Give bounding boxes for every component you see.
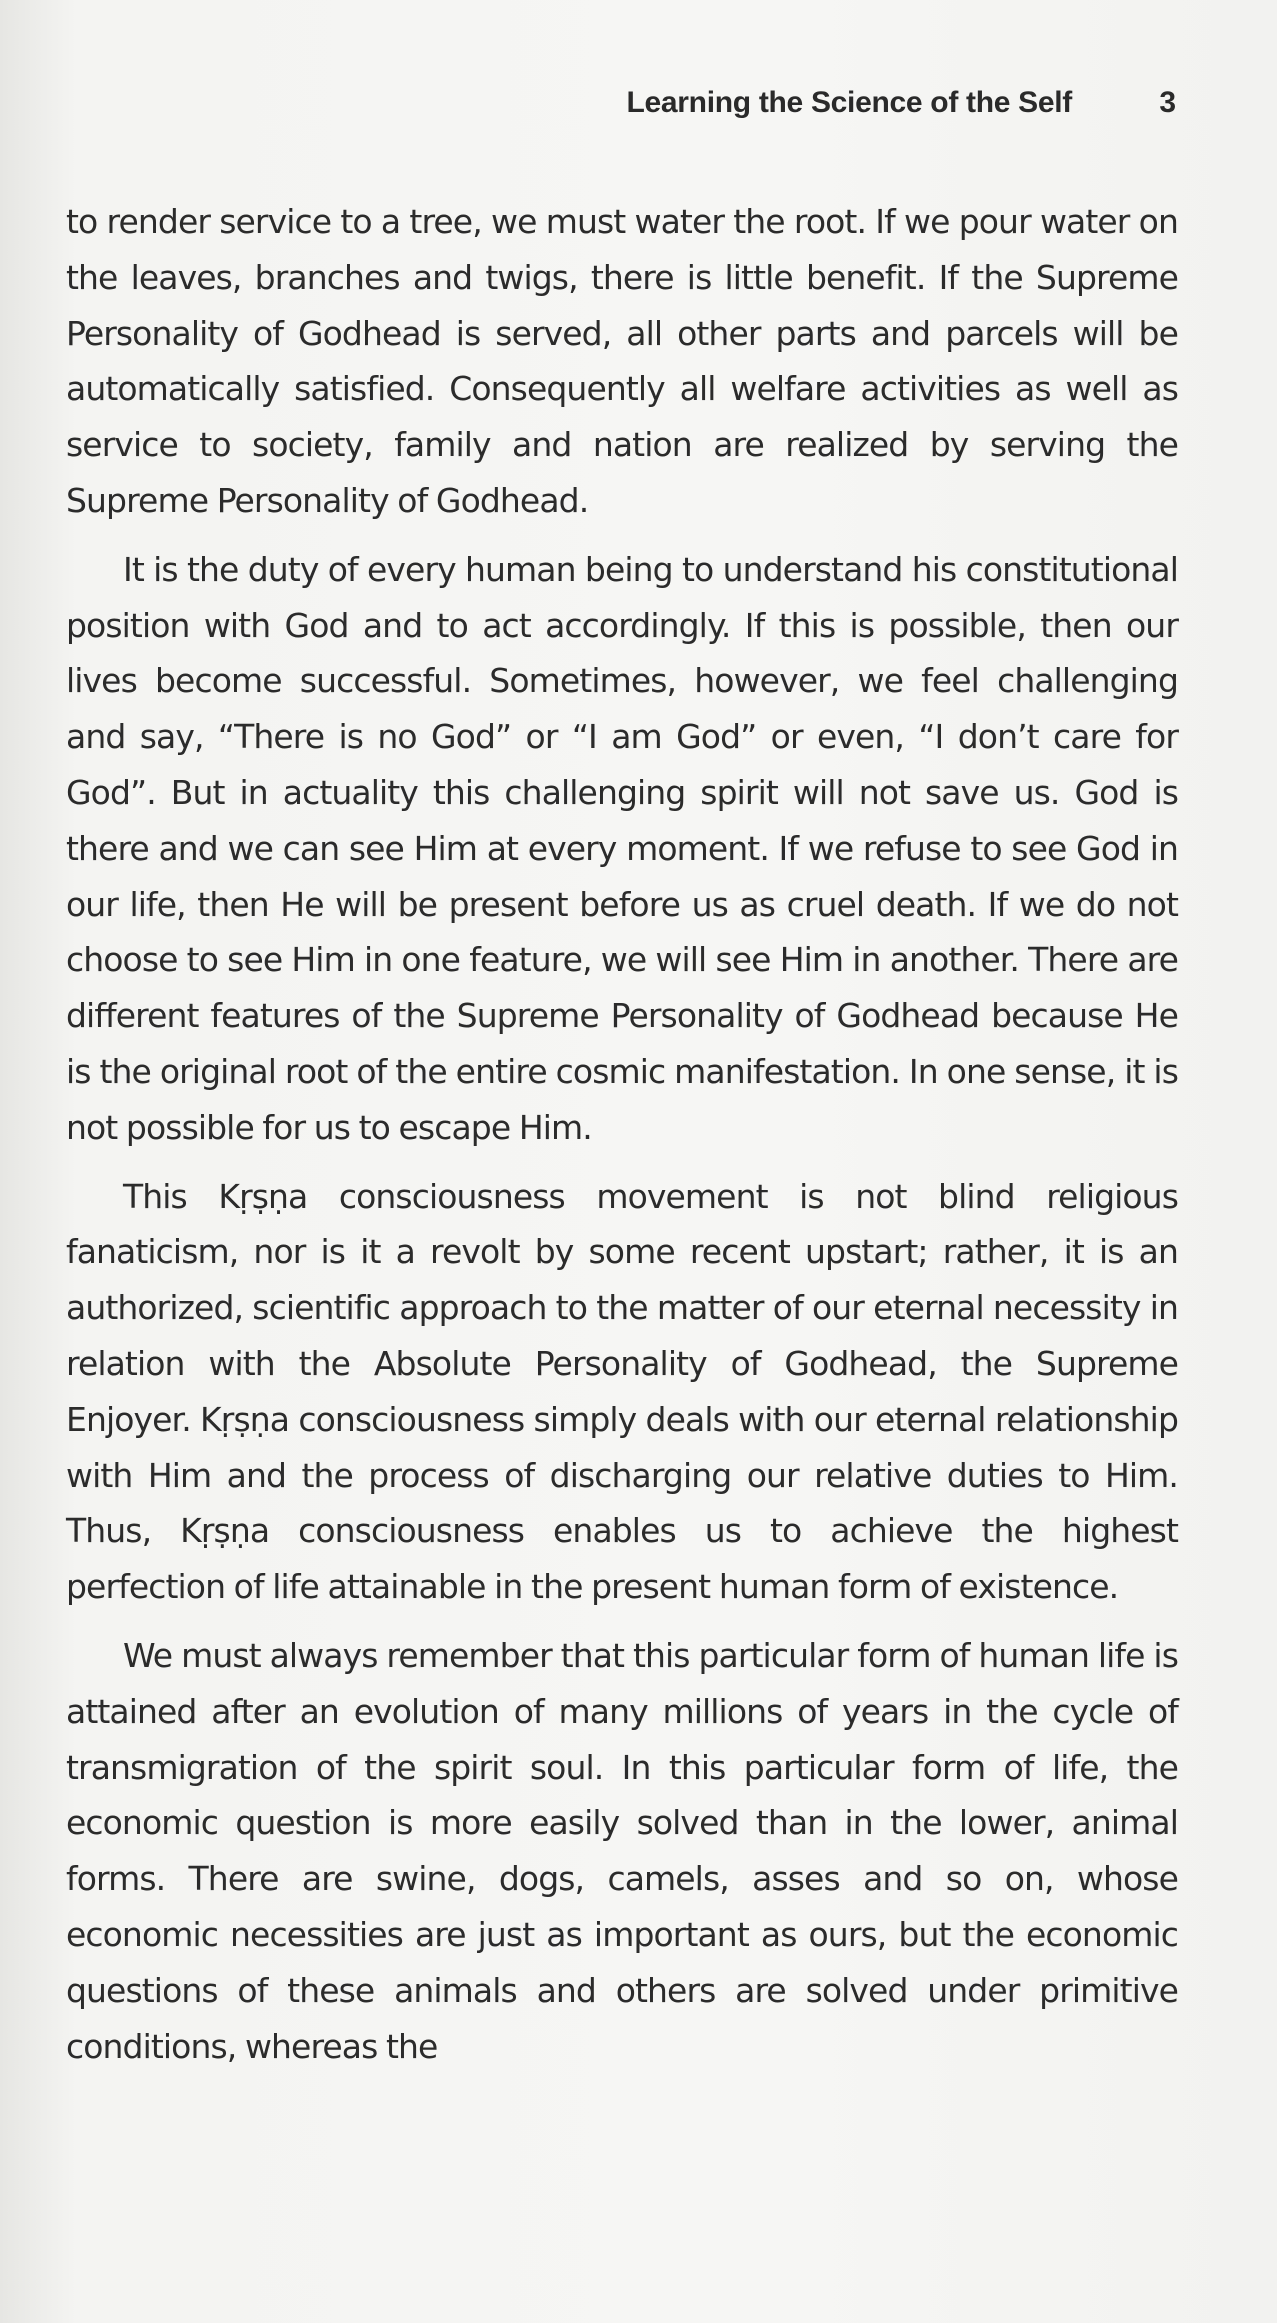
running-head <box>66 82 1178 132</box>
page-number: 3 <box>1159 86 1176 119</box>
paragraph-1: to render service to a tree, we must water the root. If we pour water on the leaves, branches and twigs, there is little benefit. If the Supreme Personality of Godhead is served, all other parts and parcels will be automatically satisfied. Consequently all welfare activities as well as service to society, family and nation are realized by serving the Supreme Personality of Godhead. <box>66 202 1178 520</box>
body-text <box>66 194 1178 2087</box>
paragraph-3: This Kṛṣṇa consciousness movement is not blind religious fanaticism, nor is it a revolt by some recent upstart; rather, it is an authorized, scientific approach to the matter of our eternal necessity in relation with the Absolute Personality of Godhead, the Supreme Enjoyer. Kṛṣṇa consciousness simply deals with our eternal relationship with Him and the process of discharging our relative duties to Him. Thus, Kṛṣṇa consciousness enables us to achieve the highest perfection of life attainable in the present human form of existence. <box>66 1176 1178 1607</box>
chapter-title: Learning the Science of the Self <box>626 86 1072 119</box>
paragraph-4: We must always remember that this particular form of human life is attained after an evolution of many millions of years in the cycle of transmigration of the spirit soul. In this particular form of life, the economic question is more easily solved than in the lower, animal forms. There are swine, dogs, camels, asses and so on, whose economic necessities are just as important as ours, but the economic questions of these animals and others are solved under primitive conditions, whereas the <box>66 1635 1178 2066</box>
paragraph-2: It is the duty of every human being to understand his constitutional position with God and to act accordingly. If this is possible, then our lives become successful. Sometimes, however, we feel challenging and say, “There is no God” or “I am God” or even, “I don’t care for God”. But in actuality this challenging spirit will not save us. God is there and we can see Him at every moment. If we refuse to see God in our life, then He will be present before us as cruel death. If we do not choose to see Him in one feature, we will see Him in another. There are different features of the Supreme Personality of Godhead because He is the original root of the entire cosmic manifestation. In one sense, it is not possible for us to escape Him. <box>66 549 1178 1147</box>
